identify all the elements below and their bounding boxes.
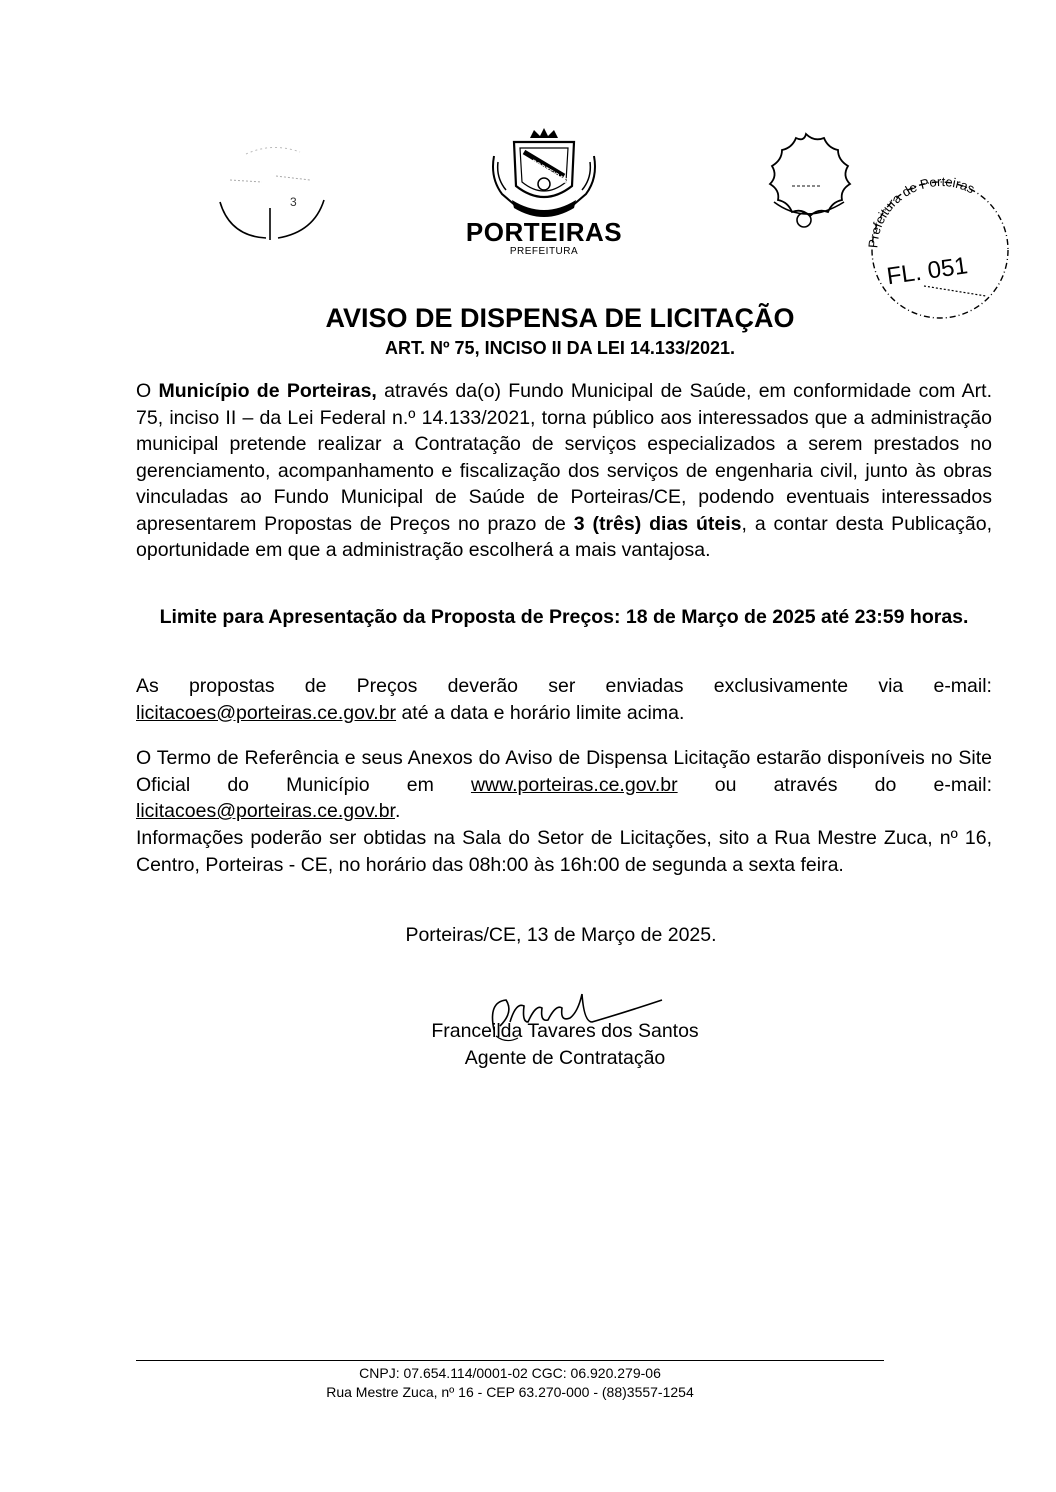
svg-text:FL. 051: FL. 051 xyxy=(885,252,970,291)
signer-role: Agente de Contratação xyxy=(464,1047,666,1069)
svg-text:Prefeitura de Porteiras: Prefeitura de Porteiras xyxy=(865,174,978,249)
paragraph-submission: As propostas de Preços deverão ser enviadas exclusivamente via e-mail: licitacoes@porteiras.ce.gov.br até a data e horário limite acima. xyxy=(136,675,992,724)
paragraph-intro: O Município de Porteiras, através da(o) Fundo Municipal de Saúde, em conformidade com Art. 75, inciso II – da Lei Federal n.º 14.133/2021, torna público aos interessados que a administração municipal pretende realizar a Contratação de serviços especializados a serem prestados no gerenciamento, acompanhamento e fiscalização dos serviços de engenharia civil, junto às obras vinculadas ao Fundo Municipal de Saúde de Porteiras/CE, podendo eventuais interessados apresentarem Propostas de Preços no prazo de 3 (três) dias úteis, a contar desta Publicação, oportunidade em que a administração escolherá a mais vantajosa. xyxy=(136,380,992,561)
paragraph-information: Informações poderão ser obtidas na Sala do Setor de Licitações, sito a Rua Mestre Zuca, nº 16, Centro, Porteiras - CE, no horário das 08h:00 às 16h:00 de segunda a sexta feira. xyxy=(136,827,992,876)
deadline-days: 3 (três) dias úteis xyxy=(573,512,742,535)
brand-subtitle: PREFEITURA xyxy=(509,246,579,257)
signer-name: Franceilda Tavares dos Santos xyxy=(431,1020,699,1042)
brand-name: PORTEIRAS xyxy=(465,217,623,247)
faded-stamp-left xyxy=(210,140,334,244)
notice-subtitle: ART. Nº 75, INCISO II DA LEI 14.133/2021. xyxy=(384,338,736,358)
footer xyxy=(136,1364,884,1402)
footer-registration: CNPJ: 07.654.114/0001-02 CGC: 06.920.279-06 xyxy=(359,1365,661,1381)
email-link-2[interactable]: licitacoes@porteiras.ce.gov.br xyxy=(136,800,395,822)
submission-line: As propostas de Preços deverão ser enviadas exclusivamente via e-mail: xyxy=(136,675,992,697)
municipal-crest xyxy=(488,128,600,220)
paragraph-documents: O Termo de Referência e seus Anexos do Aviso de Dispensa Licitação estarão disponíveis no Site Oficial do Município em www.porteiras.ce.gov.br ou através do e-mail: licitacoes@porteiras.ce.gov.br. xyxy=(136,747,992,822)
footer-address: Rua Mestre Zuca, nº 16 - CEP 63.270-000 - (88)3557-1254 xyxy=(326,1384,694,1400)
email-link[interactable]: licitacoes@porteiras.ce.gov.br xyxy=(136,701,397,724)
folio-stamp xyxy=(858,168,1018,324)
website-link[interactable]: www.porteiras.ce.gov.br xyxy=(470,773,678,796)
notice-title: AVISO DE DISPENSA DE LICITAÇÃO xyxy=(325,303,795,333)
place-date: Porteiras/CE, 13 de Março de 2025. xyxy=(405,924,717,946)
scalloped-seal xyxy=(752,128,860,232)
footer-divider xyxy=(136,1360,884,1361)
svg-text:PORTEIRAS: PORTEIRAS xyxy=(529,158,569,186)
brand-block xyxy=(456,218,632,258)
proposal-deadline: Limite para Apresentação da Proposta de Preços: 18 de Março de 2025 até 23:59 horas. xyxy=(159,606,969,628)
svg-text:3: 3 xyxy=(290,195,297,209)
municipality-name: Município de Porteiras, xyxy=(158,380,377,402)
